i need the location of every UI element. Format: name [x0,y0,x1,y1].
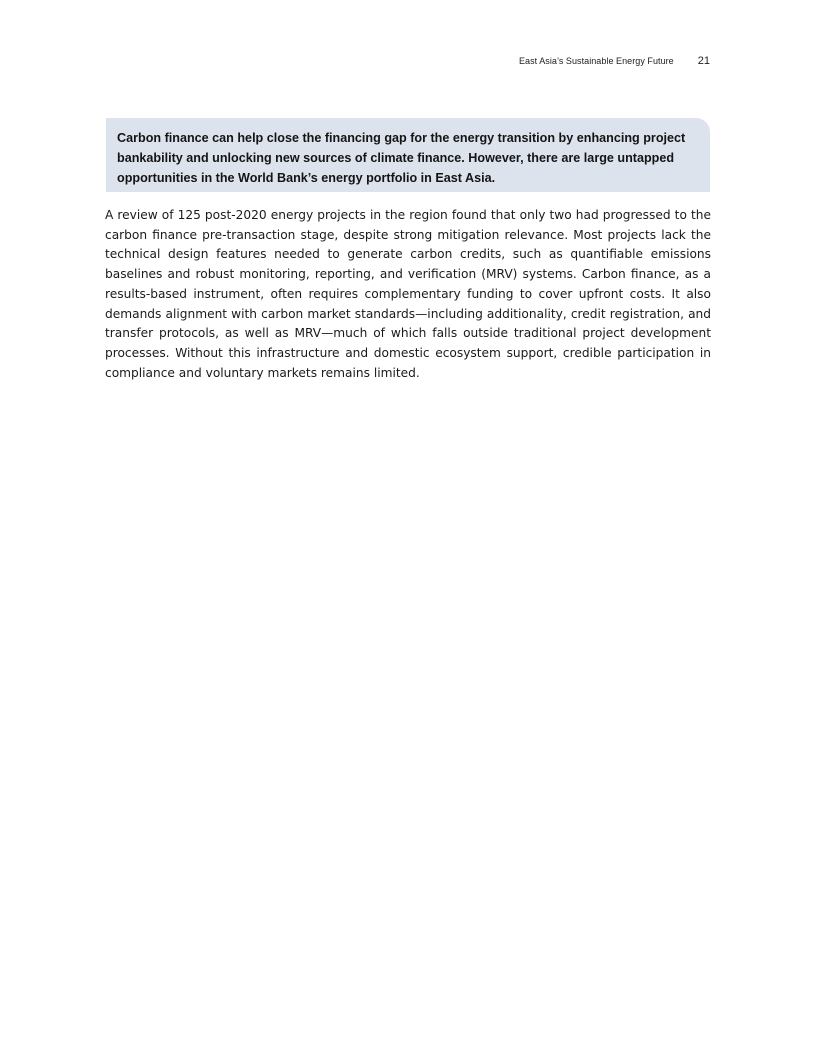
running-header [519,55,710,67]
key-message-callout [106,118,710,192]
running-header-title: East Asia’s Sustainable Energy Future [518,56,674,66]
callout-text: Carbon finance can help close the financing gap for the energy transition by enhancing project bankability and unlocking new sources of climate finance. However, there are large untapped opportunities in the World Bank’s energy portfolio in East Asia. [117,131,686,185]
body-paragraph: A review of 125 post-2020 energy projects in the region found that only two had progressed to the carbon finance pre-transaction stage, despite strong mitigation relevance. Most projects lack the technical design features needed to generate carbon credits, such as quantifiable emissions baselines and robust monitoring, reporting, and verification (MRV) systems. Carbon finance, as a results-based instrument, often requires complementary funding to cover upfront costs. It also demands alignment with carbon market standards—including additionality, credit registration, and transfer protocols, as well as MRV—much of which falls outside traditional project development processes. Without this infrastructure and domestic ecosystem support, credible participation in compliance and voluntary markets remains limited. [105,208,711,380]
page-number: 21 [697,55,710,67]
